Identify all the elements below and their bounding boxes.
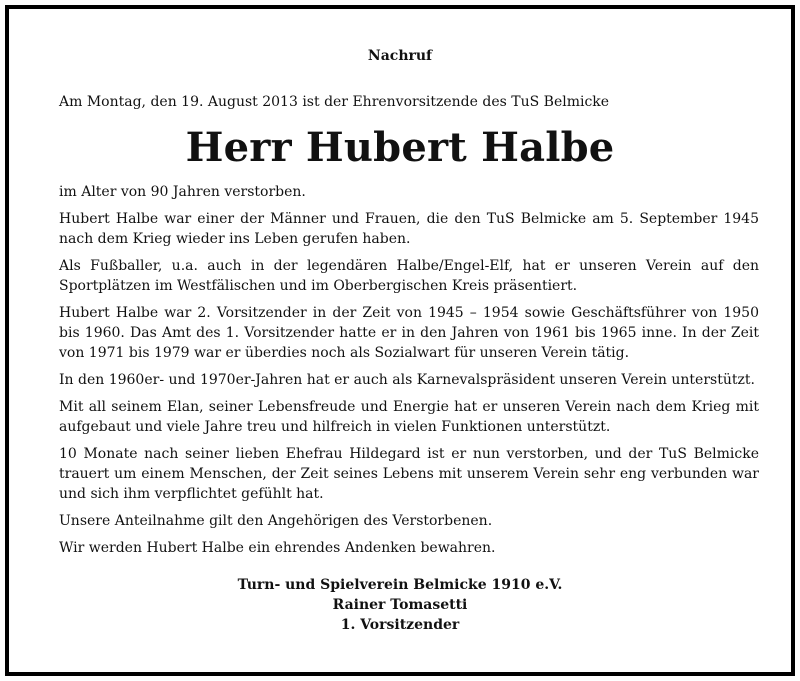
signature-role: 1. Vorsitzender [340, 617, 460, 633]
paragraph-offices: Hubert Halbe war 2. Vorsitzender in der Zeit von 1945 – 1954 sowie Geschäftsführer von 1950 bis 1960. Das Amt des 1. Vorsitzender hatte er in den Jahren von 1961 bis 1965 inne. In der Zeit von 1971 bis 1979 war er überdies noch als Sozialwart für unseren Verein tätig. [59, 305, 759, 361]
paragraph-founding: Hubert Halbe war einer der Männer und Frauen, die den TuS Belmicke am 5. September 1945 nach dem Krieg wieder ins Leben gerufen haben. [59, 211, 759, 247]
paragraph-football: Als Fußballer, u.a. auch in der legendären Halbe/Engel-Elf, hat er unseren Verein auf den Sportplätzen im Westfälischen und im Oberbergischen Kreis präsentiert. [59, 258, 759, 294]
paragraph-memory: Wir werden Hubert Halbe ein ehrendes Andenken bewahren. [59, 540, 496, 556]
paragraph-condolence: Unsere Anteilnahme gilt den Angehörigen des Verstorbenen. [59, 513, 493, 529]
paragraph-carnival: In den 1960er- und 1970er-Jahren hat er auch als Karnevalspräsident unseren Verein unterstützt. [59, 372, 755, 388]
obituary-frame [5, 5, 795, 676]
intro-line: Am Montag, den 19. August 2013 ist der Ehrenvorsitzende des TuS Belmicke [59, 94, 610, 110]
paragraph-age: im Alter von 90 Jahren verstorben. [59, 184, 306, 200]
deceased-name: Herr Hubert Halbe [185, 124, 615, 171]
signature-club: Turn- und Spielverein Belmicke 1910 e.V. [237, 577, 563, 593]
heading: Nachruf [367, 48, 433, 64]
paragraph-mourning: 10 Monate nach seiner lieben Ehefrau Hildegard ist er nun verstorben, und der TuS Belmicke trauert um einem Menschen, der Zeit seines Lebens mit unserem Verein sehr eng verbunden war und sich ihm verpflichtet gefühlt hat. [59, 446, 759, 502]
paragraph-energy: Mit all seinem Elan, seiner Lebensfreude und Energie hat er unseren Verein nach dem Krieg mit aufgebaut und viele Jahre treu und hilfreich in vielen Funktionen unterstützt. [59, 399, 759, 435]
obituary-body [59, 182, 759, 565]
signature-block [9, 575, 791, 635]
signature-person: Rainer Tomasetti [332, 597, 468, 613]
